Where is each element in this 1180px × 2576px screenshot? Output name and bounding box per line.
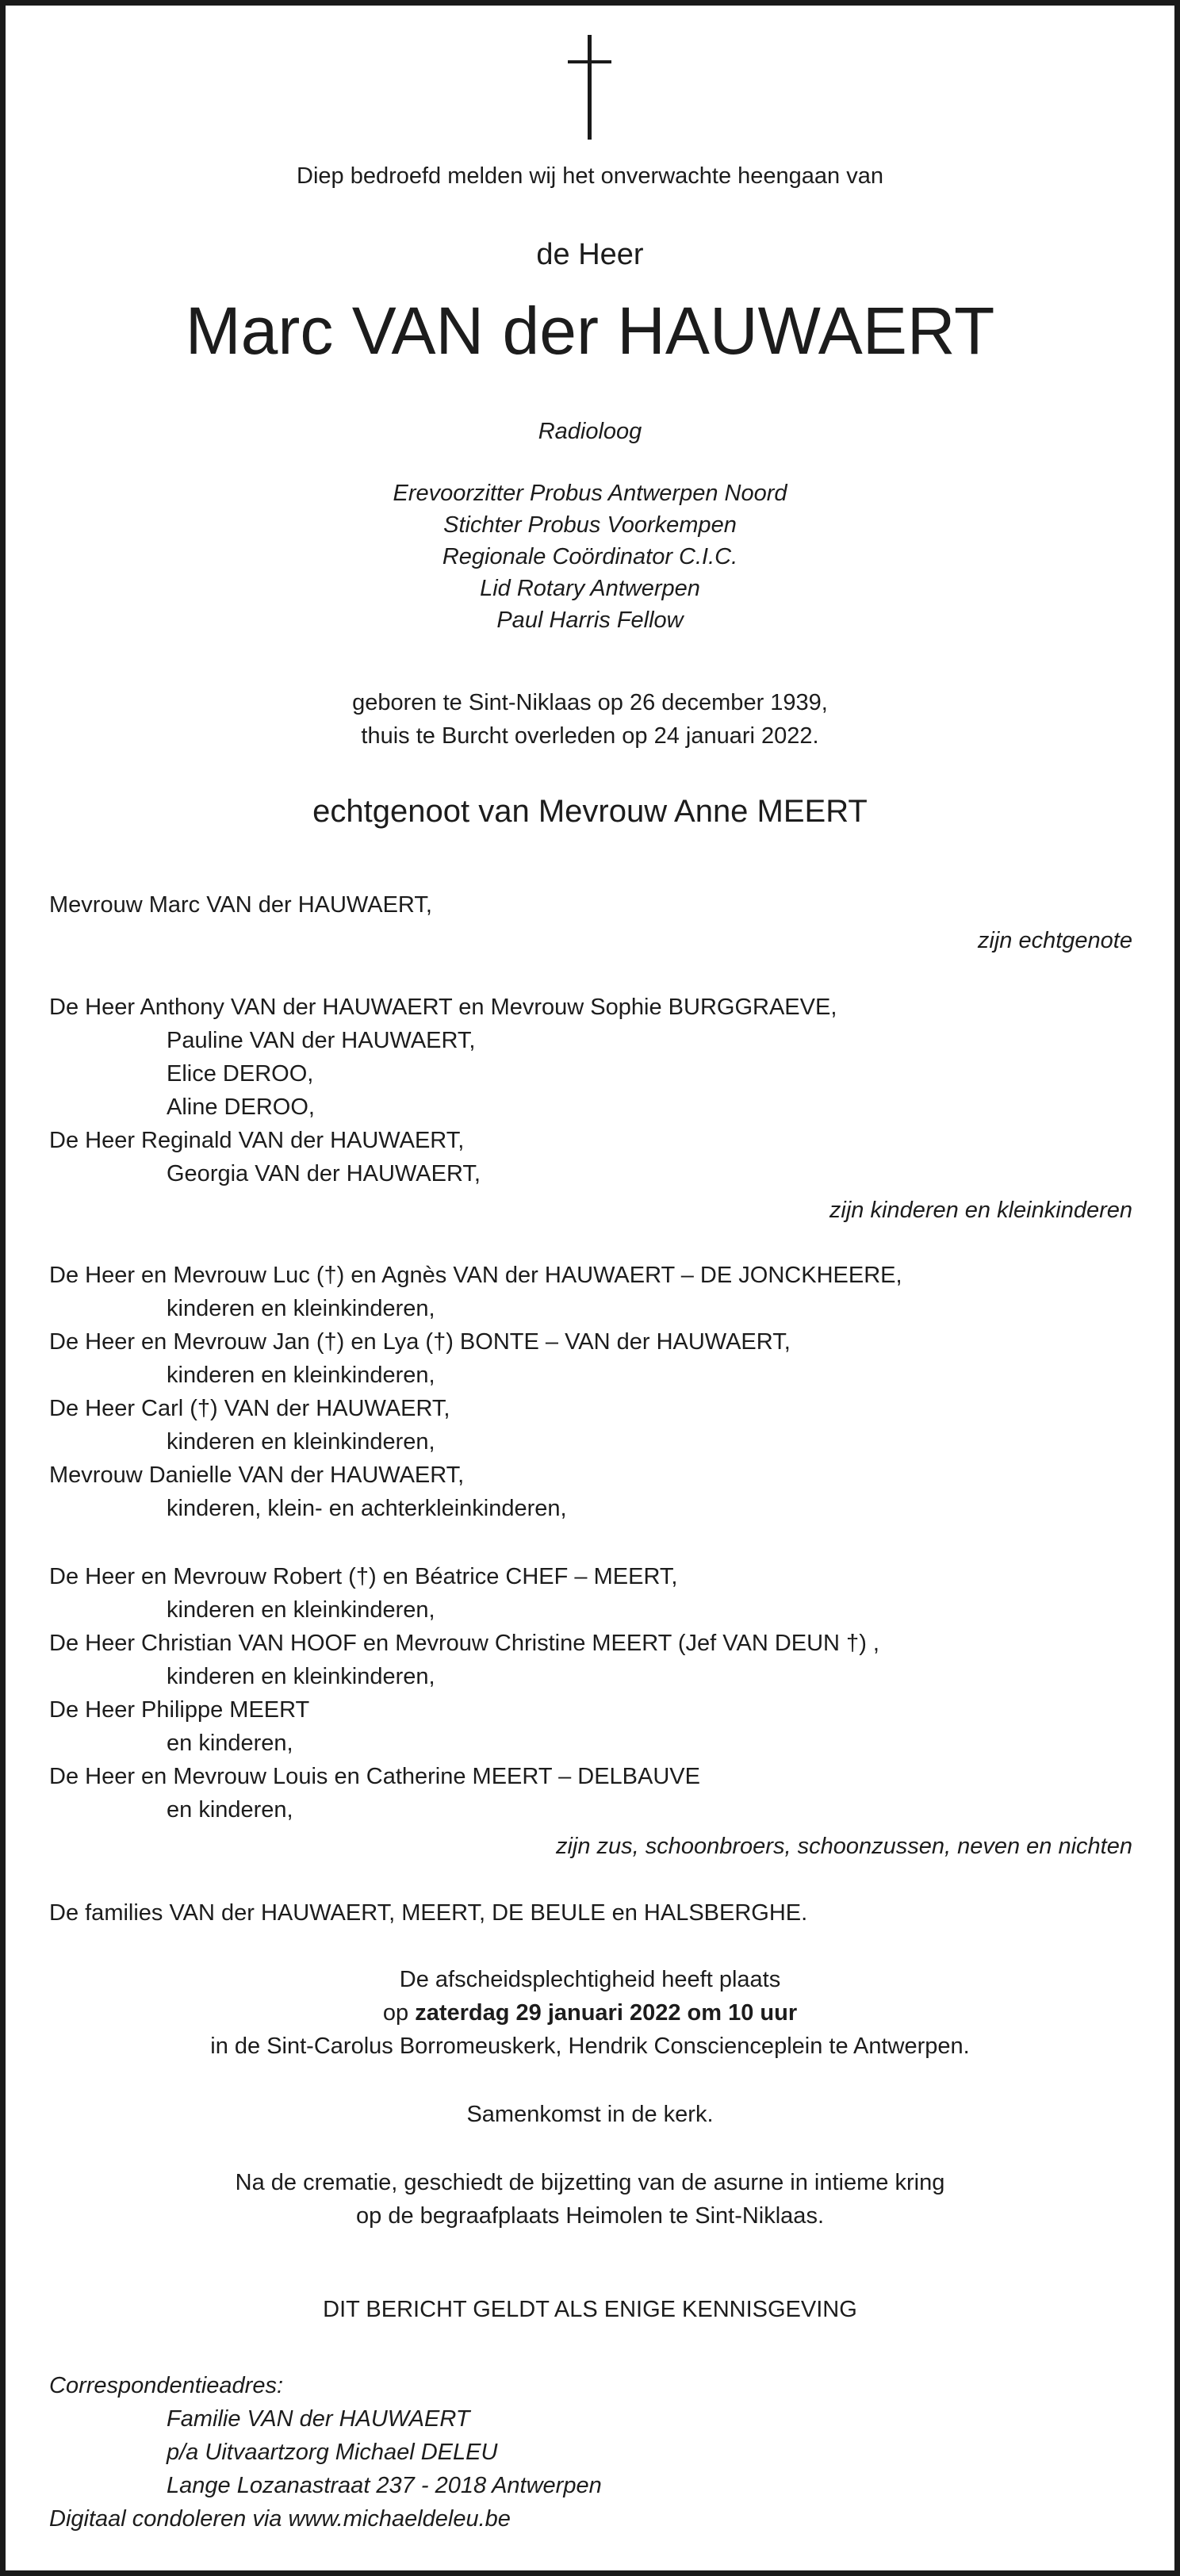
wife-caption: zijn echtgenote <box>977 928 1132 953</box>
family-line: De Heer en Mevrouw Louis en Catherine MEERT – DELBAUVE <box>49 1764 700 1789</box>
online-condolence: Digitaal condoleren via www.michaeldeleu.be <box>49 2506 511 2532</box>
family-line: Elice DEROO, <box>167 1061 314 1087</box>
title-line: Regionale Coördinator C.I.C. <box>442 544 738 569</box>
family-line: De Heer en Mevrouw Robert (†) en Béatrice CHEF – MEERT, <box>49 1564 678 1589</box>
family-line: Pauline VAN der HAUWAERT, <box>167 1028 476 1053</box>
family-line: De Heer Carl (†) VAN der HAUWAERT, <box>49 1396 450 1421</box>
title-line: Lid Rotary Antwerpen <box>480 576 700 601</box>
family-line: kinderen, klein- en achterkleinkinderen, <box>167 1496 567 1521</box>
deceased-name: Marc VAN der HAUWAERT <box>185 293 995 368</box>
birth-line: geboren te Sint-Niklaas op 26 december 1939, <box>352 690 828 715</box>
cross-icon <box>588 35 592 140</box>
cross-icon-bar <box>568 60 611 63</box>
correspondence-line: p/a Uitvaartzorg Michael DELEU <box>167 2440 498 2465</box>
family-line: De Heer Philippe MEERT <box>49 1697 310 1723</box>
ceremony-date: zaterdag 29 januari 2022 om 10 uur <box>415 2000 798 2026</box>
family-line: kinderen en kleinkinderen, <box>167 1597 435 1623</box>
family-line: Mevrouw Danielle VAN der HAUWAERT, <box>49 1462 465 1488</box>
families-line: De families VAN der HAUWAERT, MEERT, DE BEULE en HALSBERGHE. <box>49 1900 808 1926</box>
gathering-line: Samenkomst in de kerk. <box>466 2102 714 2127</box>
family-line: en kinderen, <box>167 1731 293 1756</box>
ceremony-location: in de Sint-Carolus Borromeuskerk, Hendrik Conscienceplein te Antwerpen. <box>210 2034 970 2059</box>
notice-line: DIT BERICHT GELDT ALS ENIGE KENNISGEVING <box>323 2297 857 2322</box>
family-line: De Heer en Mevrouw Jan (†) en Lya (†) BONTE – VAN der HAUWAERT, <box>49 1329 791 1355</box>
family-line: Georgia VAN der HAUWAERT, <box>167 1161 481 1186</box>
ceremony-line: De afscheidsplechtigheid heeft plaats <box>399 1967 781 1992</box>
ceremony-date-line <box>0 2002 1180 2025</box>
salutation: de Heer <box>536 238 644 271</box>
family-line: kinderen en kleinkinderen, <box>167 1664 435 1689</box>
intro-text: Diep bedroefd melden wij het onverwachte heengaan van <box>297 163 883 189</box>
inlaws-caption: zijn zus, schoonbroers, schoonzussen, neven en nichten <box>555 1834 1132 1859</box>
burial-line: Na de crematie, geschiedt de bijzetting van de asurne in intieme kring <box>235 2170 945 2195</box>
profession: Radioloog <box>538 419 642 444</box>
correspondence-line: Familie VAN der HAUWAERT <box>167 2406 470 2432</box>
family-line: en kinderen, <box>167 1797 293 1823</box>
family-line: kinderen en kleinkinderen, <box>167 1363 435 1388</box>
correspondence-label: Correspondentieadres: <box>49 2373 284 2398</box>
family-line: De Heer en Mevrouw Luc (†) en Agnès VAN der HAUWAERT – DE JONCKHEERE, <box>49 1263 902 1288</box>
family-line: kinderen en kleinkinderen, <box>167 1429 435 1455</box>
title-line: Paul Harris Fellow <box>496 608 684 633</box>
family-line: De Heer Reginald VAN der HAUWAERT, <box>49 1128 465 1153</box>
death-line: thuis te Burcht overleden op 24 januari 2022. <box>361 723 819 749</box>
spouse-line: echtgenoot van Mevrouw Anne MEERT <box>312 794 868 829</box>
title-line: Erevoorzitter Probus Antwerpen Noord <box>393 481 787 506</box>
children-caption: zijn kinderen en kleinkinderen <box>829 1198 1132 1223</box>
correspondence-line: Lange Lozanastraat 237 - 2018 Antwerpen <box>167 2473 602 2498</box>
family-line: De Heer Anthony VAN der HAUWAERT en Mevrouw Sophie BURGGRAEVE, <box>49 995 837 1020</box>
wife-line: Mevrouw Marc VAN der HAUWAERT, <box>49 892 432 918</box>
title-line: Stichter Probus Voorkempen <box>443 512 737 538</box>
family-line: Aline DEROO, <box>167 1094 315 1120</box>
ceremony-date-prefix: op <box>382 2000 416 2026</box>
family-line: De Heer Christian VAN HOOF en Mevrouw Christine MEERT (Jef VAN DEUN †) , <box>49 1631 879 1656</box>
family-line: kinderen en kleinkinderen, <box>167 1296 435 1321</box>
burial-line: op de begraafplaats Heimolen te Sint-Niklaas. <box>356 2203 824 2229</box>
